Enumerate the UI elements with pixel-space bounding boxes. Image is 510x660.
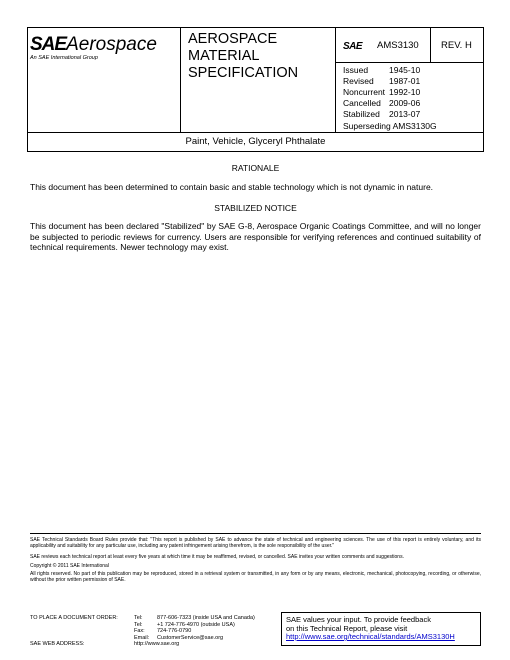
logo-sae-text: SAE <box>30 34 67 55</box>
board-rules-note: SAE Technical Standards Board Rules provide that: "This report is published by SAE to advance the state of technical and engineering sciences. The use of this report is entirely voluntary, and its applicability and suitability for any particular use, including any patent infringement arising therefrom, is the sole responsibility of the user." <box>30 537 481 550</box>
title-cell <box>181 28 336 132</box>
date-row <box>343 76 420 87</box>
date-history <box>343 65 420 120</box>
rights-note: All rights reserved. No part of this publication may be reproduced, stored in a retrieval system or transmitted, in any form or by any means, electronic, mechanical, photocopying, recording, or otherwise, without the prior written permission of SAE. <box>30 571 481 584</box>
order-row <box>30 641 255 648</box>
date-row <box>343 65 420 76</box>
spacer <box>30 628 134 635</box>
rev-divider <box>430 28 431 63</box>
feedback-line-2: on this Technical Report, please visit <box>286 623 408 633</box>
stabilized-heading: STABILIZED NOTICE <box>214 203 297 213</box>
date-value: 1992-10 <box>389 87 421 97</box>
web-label: SAE WEB ADDRESS: <box>30 641 85 648</box>
logo-cell <box>28 28 181 132</box>
date-label: Issued <box>343 65 369 75</box>
order-info <box>30 615 255 648</box>
sae-small-logo: SAE <box>343 41 363 52</box>
fax-label: Fax: <box>134 628 145 635</box>
date-row <box>343 98 420 109</box>
fax-number: 724-776-0790 <box>157 628 192 635</box>
document-info-cell <box>336 28 483 132</box>
feedback-link[interactable]: http://www.sae.org/technical/standards/AMS3130H <box>286 632 455 641</box>
tel-number: 877-606-7323 (inside USA and Canada) <box>157 615 255 621</box>
logo-subtitle: An SAE International Group <box>30 55 98 61</box>
header-box <box>27 27 484 152</box>
email-label: Email: <box>134 634 150 641</box>
sae-aerospace-logo <box>30 34 157 56</box>
feedback-line-1: SAE values your input. To provide feedback <box>286 615 431 624</box>
date-label: Revised <box>343 76 374 86</box>
title-line-3: SPECIFICATION <box>188 65 299 81</box>
date-label: Stabilized <box>343 109 380 119</box>
document-subject: Paint, Vehicle, Glyceryl Phthalate <box>28 132 483 151</box>
tel2-number: +1 724-776-4970 (outside USA) <box>157 621 235 628</box>
date-value: 1987-01 <box>389 76 421 86</box>
title-line-1: AEROSPACE <box>188 31 278 47</box>
tel-label: Tel: <box>134 615 143 621</box>
email-address[interactable]: CustomerService@sae.org <box>157 634 224 641</box>
date-row <box>343 87 420 98</box>
spacer <box>30 622 134 629</box>
copyright-note: Copyright © 2011 SAE International <box>30 563 109 569</box>
date-row <box>343 109 420 120</box>
order-label: TO PLACE A DOCUMENT ORDER: <box>30 615 118 621</box>
tel2-label: Tel: <box>134 621 143 628</box>
order-row <box>30 635 255 642</box>
spacer <box>30 635 134 642</box>
doc-number-row <box>336 28 483 63</box>
review-note: SAE reviews each technical report at least every five years at which time it may be reaffirmed, revised, or cancelled. SAE invites your written comments and suggestions. <box>30 554 404 560</box>
revision-label: REV. H <box>441 40 472 51</box>
rationale-heading: RATIONALE <box>231 163 280 173</box>
footer-divider <box>30 533 481 534</box>
web-address[interactable]: http://www.sae.org <box>134 641 180 648</box>
stabilized-text: This document has been declared "Stabilized" by SAE G-8, Aerospace Organic Coatings Committee, and will no longer be subjected to periodic reviews for currency. Users are responsible for verifying references and continued suitability of technical requirements. Newer technology may exist. <box>30 221 481 252</box>
date-value: 2009-06 <box>389 98 421 108</box>
rationale-text: This document has been determined to contain basic and stable technology which is not dynamic in nature. <box>30 182 434 192</box>
date-label: Noncurrent <box>343 87 386 97</box>
order-row <box>30 615 255 622</box>
date-label: Cancelled <box>343 98 381 108</box>
doc-number: AMS3130 <box>377 40 419 51</box>
superseding-note: Superseding AMS3130G <box>343 121 437 131</box>
date-value: 2013-07 <box>389 109 421 119</box>
title-line-2: MATERIAL <box>188 48 260 64</box>
logo-aerospace-text: Aerospace <box>66 34 157 55</box>
order-row <box>30 628 255 635</box>
date-value: 1945-10 <box>389 65 421 75</box>
order-row <box>30 622 255 629</box>
feedback-box <box>281 612 481 646</box>
